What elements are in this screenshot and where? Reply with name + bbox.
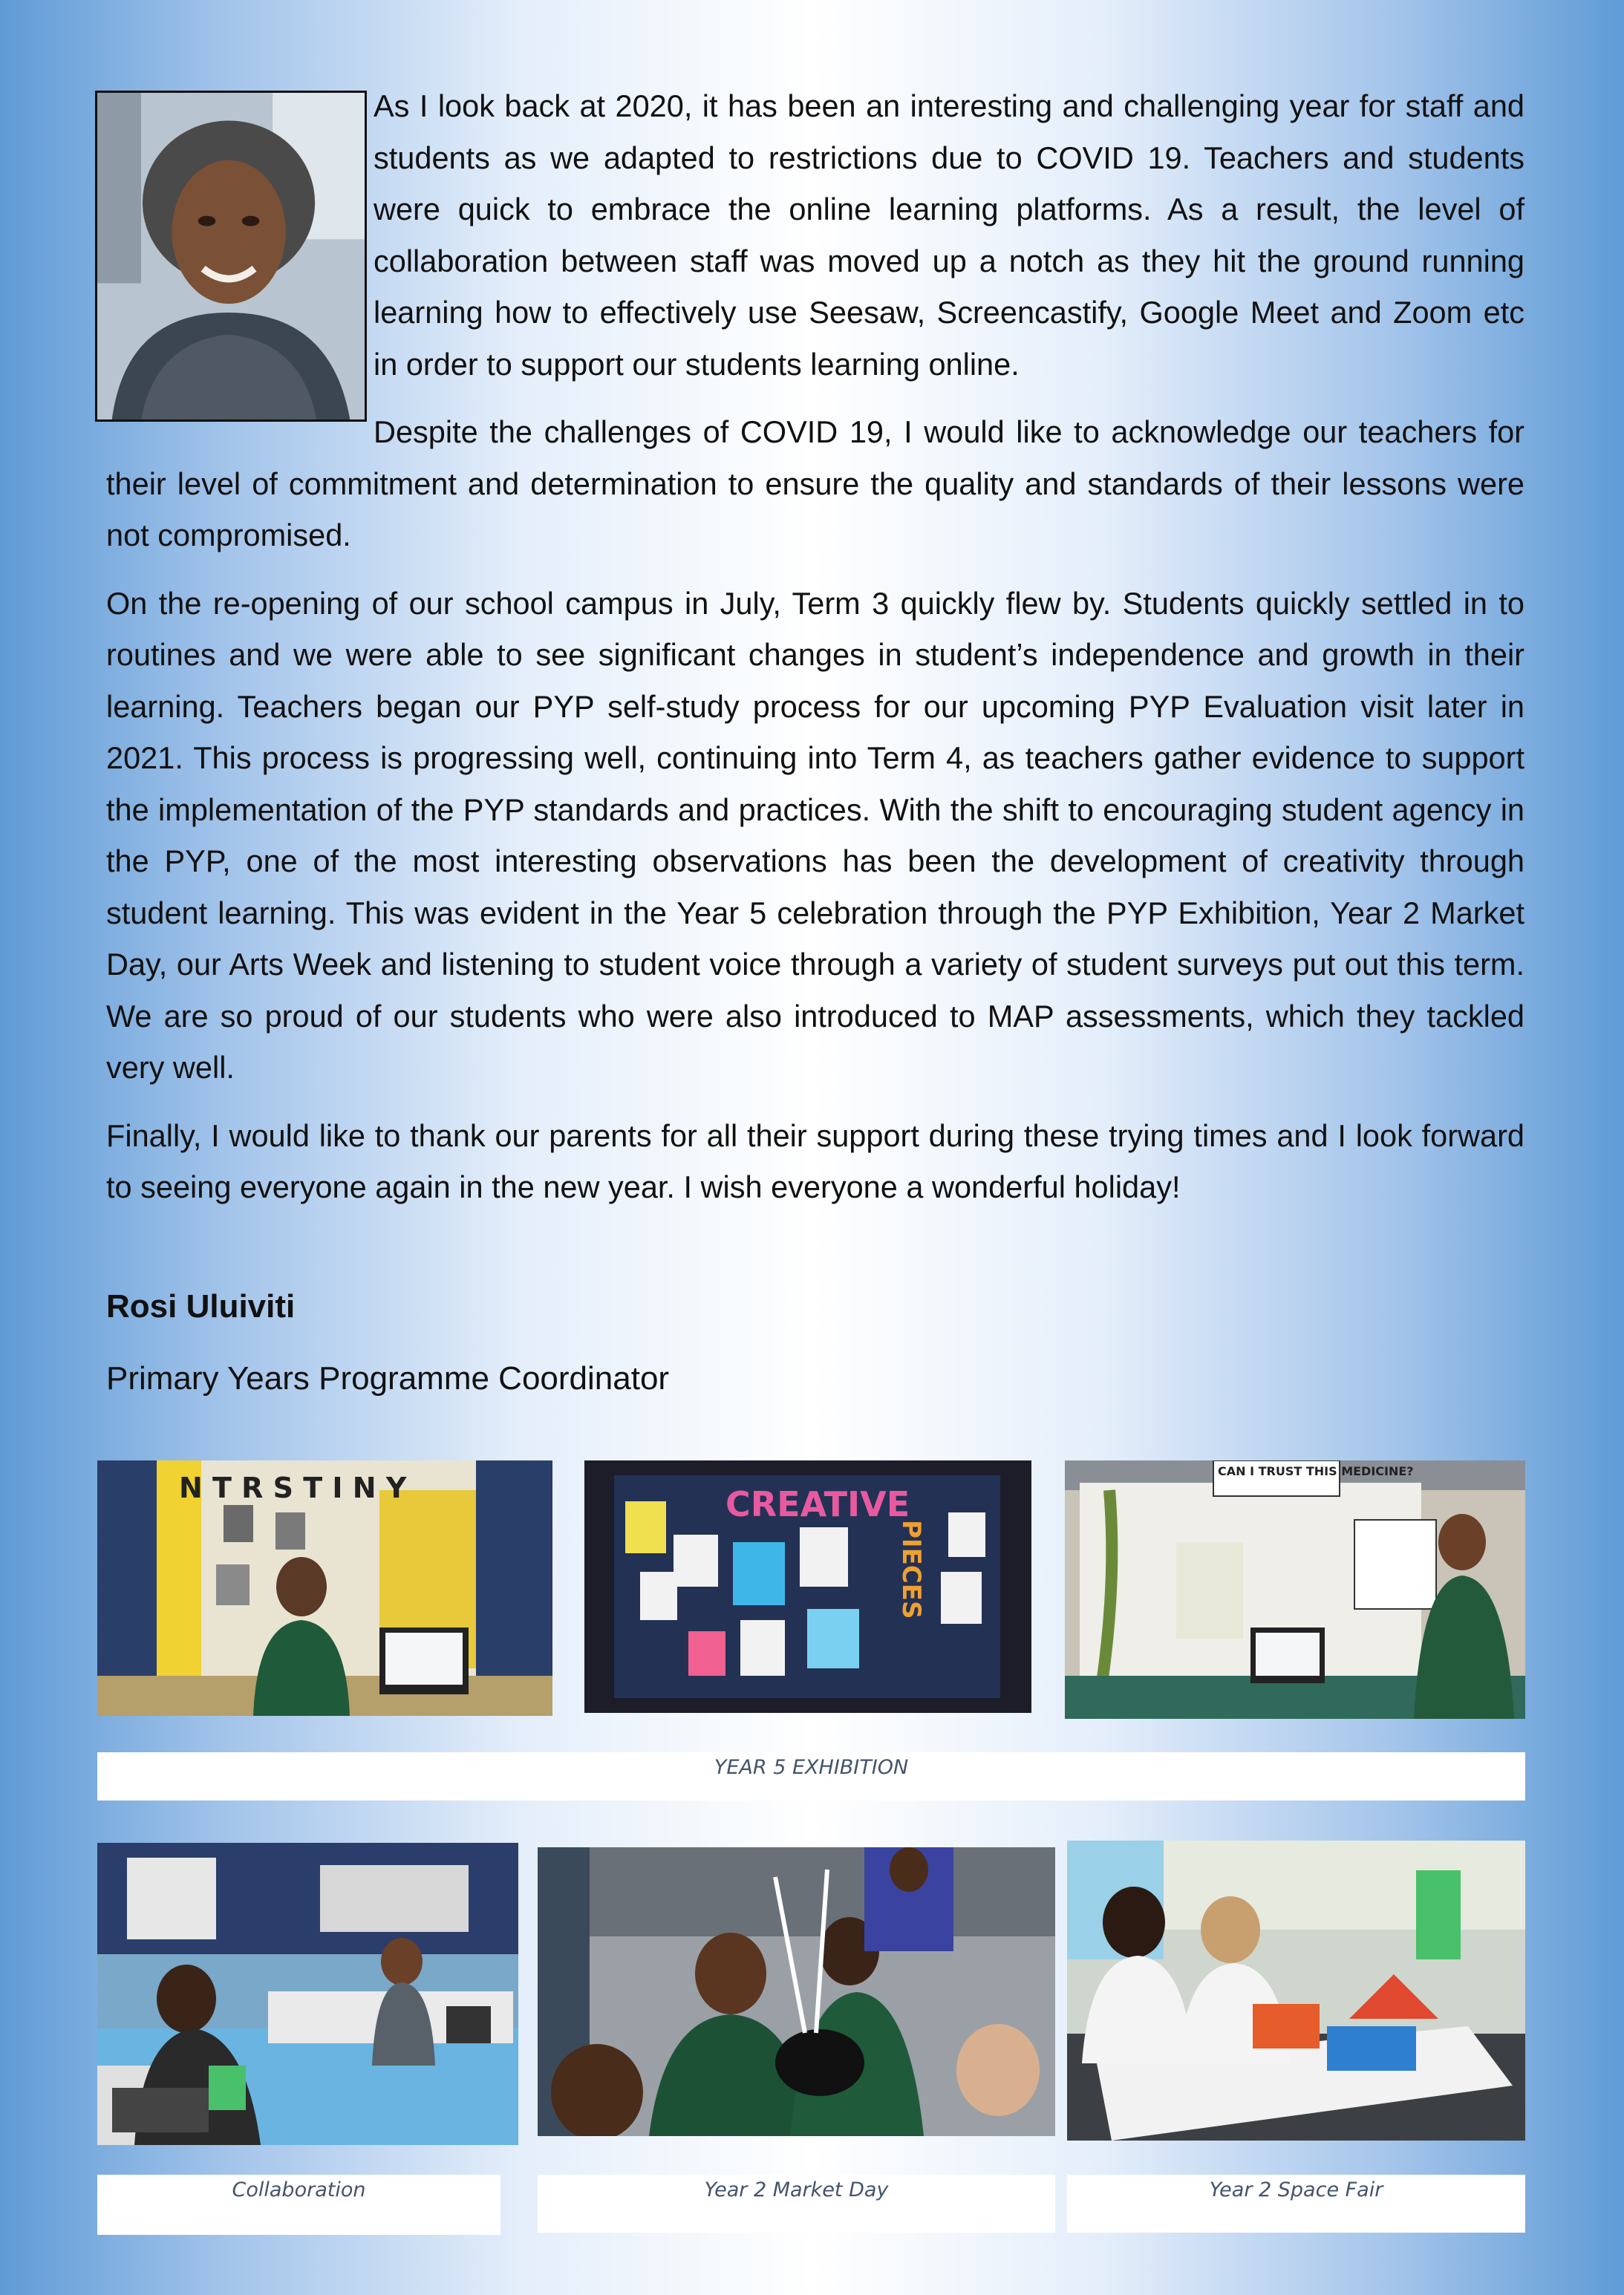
caption-year-5-exhibition: YEAR 5 EXHIBITION — [97, 1752, 1525, 1801]
board-2-title: CREATIVE — [725, 1484, 910, 1524]
collaboration-photo — [97, 1843, 518, 2145]
exhibition-photo-1 — [97, 1460, 552, 1716]
paragraph-1: As I look back at 2020, it has been an interesting and challenging year for staff and students as we adapted to restrictions due to COVID 19. Teachers and students were quick to embrace the online learning platforms. As a result, the level of collaboration between staff was moved up a notch as they hit the ground running learning how to effectively use Seesaw, Screencastify, Google Meet and Zoom etc in order to support our students learning online. — [374, 88, 1524, 382]
portrait-wrap-space — [95, 80, 367, 423]
caption-collaboration: Collaboration — [97, 2175, 500, 2235]
letter-body — [106, 80, 1524, 1230]
exhibition-photo-2 — [584, 1460, 1031, 1713]
caption-year-2-market-day: Year 2 Market Day — [538, 2175, 1055, 2233]
signature-role: Primary Years Programme Coordinator — [106, 1360, 670, 1397]
signature-name: Rosi Uluiviti — [106, 1288, 296, 1325]
board-3-text: CAN I TRUST THIS MEDICINE? — [1218, 1464, 1414, 1478]
caption-year-2-space-fair: Year 2 Space Fair — [1067, 2175, 1525, 2233]
board-2-vertical: PIECES — [896, 1520, 926, 1619]
paragraph-2: Despite the challenges of COVID 19, I would like to acknowledge our teachers for their level of commitment and determination to ensure the quality and standards of their lessons were not compromised. — [106, 414, 1524, 552]
market-day-photo — [538, 1847, 1055, 2136]
exhibition-photo-3 — [1065, 1460, 1525, 1719]
space-fair-photo — [1067, 1841, 1525, 2141]
board-1-text: N T R S T I N Y — [179, 1472, 407, 1504]
paragraph-4: Finally, I would like to thank our parents for all their support during these trying times and I look forward to seeing everyone again in the new year. I wish everyone a wonderful holiday! — [106, 1117, 1524, 1204]
paragraph-3: On the re-opening of our school campus in July, Term 3 quickly flew by. Students quickly settled in to routines and we were able to see significant changes in student’s independence and growth in their learning. Teachers began our PYP self-study process for our upcoming PYP Evaluation visit later in 2021. This process is progressing well, continuing into Term 4, as teachers gather evidence to support the implementation of the PYP standards and practices. With the shift to encouraging student agency in the PYP, one of the most interesting observations has been the development of creativity through student learning. This was evident in the Year 5 celebration through the PYP Exhibition, Year 2 Market Day, our Arts Week and listening to student voice through a variety of student surveys put out this term. We are so proud of our students who were also introduced to MAP assessments, which they tackled very well. — [106, 585, 1524, 1085]
